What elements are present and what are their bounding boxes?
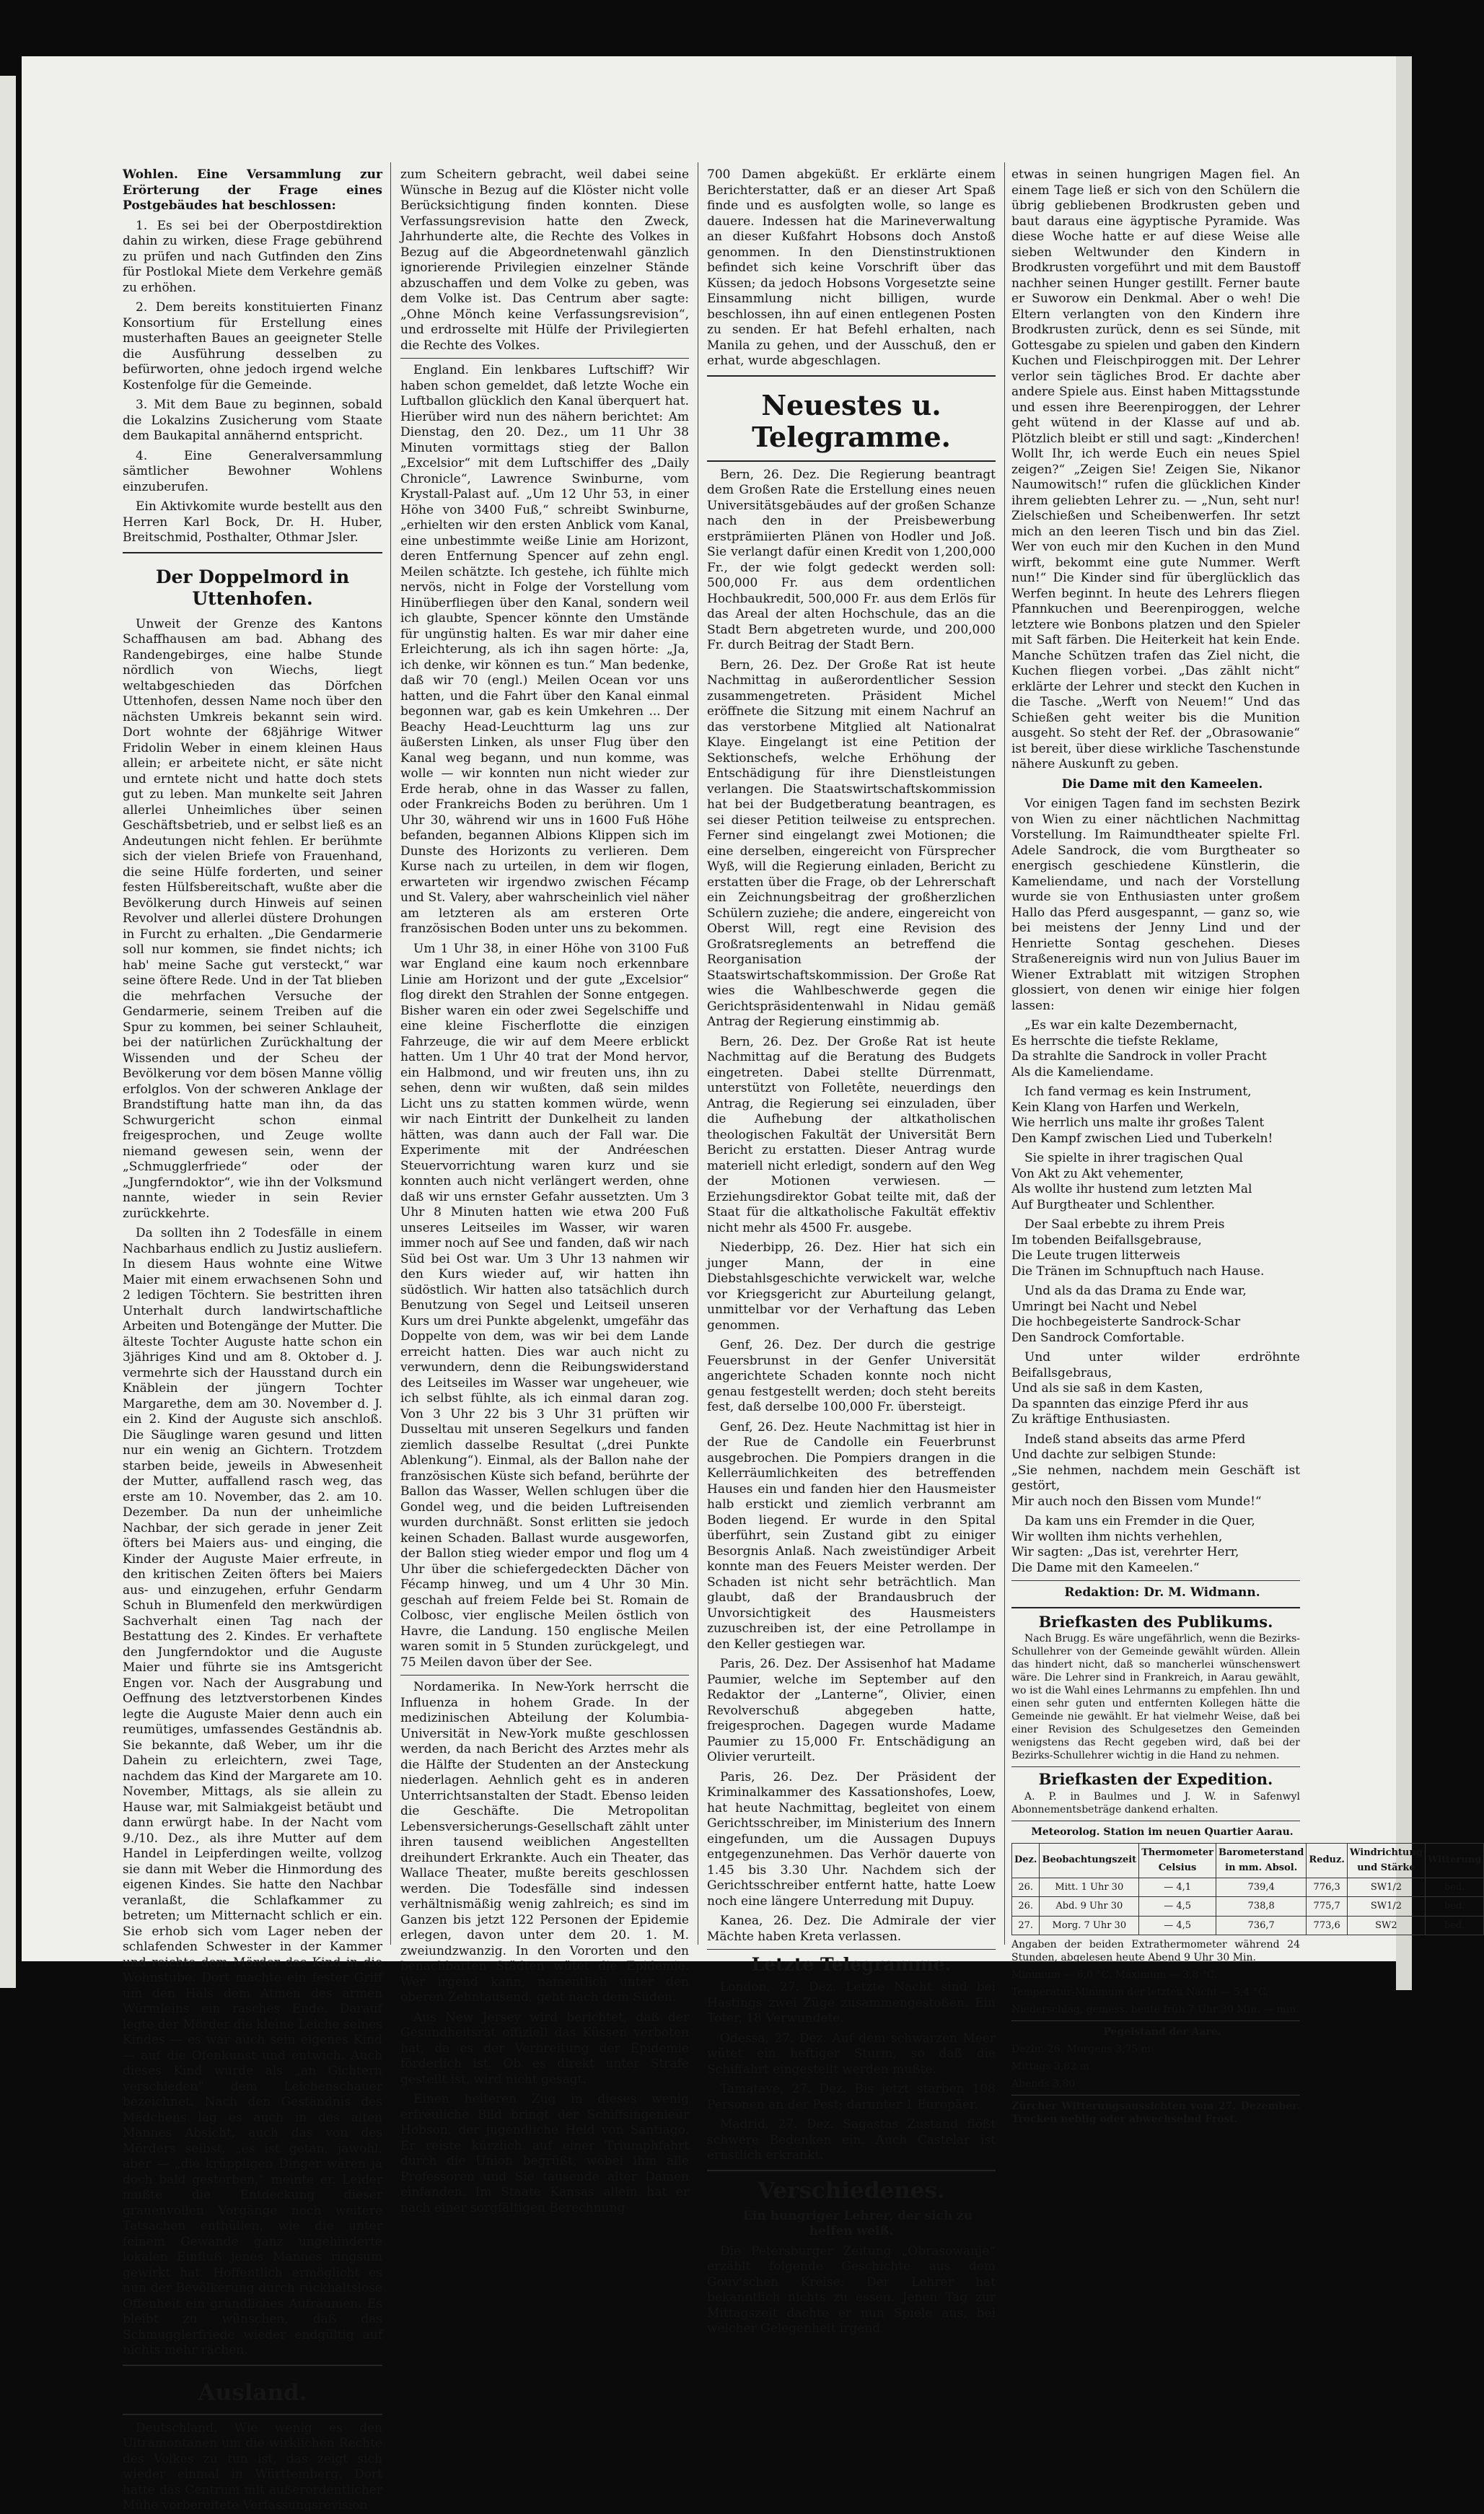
column-2 xyxy=(400,167,689,2215)
briefkasten-publikum-headline: Briefkasten des Publikums. xyxy=(1038,1612,1273,1631)
section-rule xyxy=(1011,1766,1300,1767)
weather-cell: 26. xyxy=(1012,1897,1040,1917)
briefkasten-expedition-headline: Briefkasten der Expedition. xyxy=(1038,1770,1273,1788)
nordamerika-paragraph: Aus New Jersey wird berichtet, daß der Gesundheitsrat offiziell das Küssen verboten hat, da es der Verbreitung der Epidemie förderlich ist. Ob es direkt unter Strafe gestellt ist, wird nicht gesagt. xyxy=(400,2010,689,2087)
weather-cell: SW2 xyxy=(1347,1916,1425,1935)
weather-cell: Abd. 9 Uhr 30 xyxy=(1040,1897,1139,1917)
wohlen-item: 2. Dem bereits konstituierten Finanz Konsortium für Erstellung eines musterhaften Baues an geeigneter Stelle die Ausführung desselben zu befürworten, ohne jedoch irgend welche Kostenfolge für die Gemeinde. xyxy=(123,300,382,393)
weather-row xyxy=(1012,1897,1484,1917)
weather-row xyxy=(1012,1878,1484,1897)
meteo-note: Niederschlag, gemess. heute früh 7 Uhr 30 Min. — mm. xyxy=(1011,2004,1299,2015)
poem-stanza: „Es war ein kalte Dezembernacht, Es herrschte die tiefste Reklame, Da strahlte die Sandrock in voller Pracht Als die Kameliendame. xyxy=(1011,1018,1267,1079)
meteo-title: Meteorolog. Station im neuen Quartier Aarau. xyxy=(1031,1826,1294,1838)
weather-cell: Morg. 7 Uhr 30 xyxy=(1040,1916,1139,1935)
section-rule xyxy=(123,552,382,553)
poem-stanza: Indeß stand abseits das arme Pferd Und dachte zur selbigen Stunde: „Sie nehmen, nachdem mein Geschäft ist gestört, Mir auch noch den Bissen vom Munde!“ xyxy=(1011,1432,1300,1509)
telegramme-headline: Neuestes u. Telegramme. xyxy=(752,388,951,453)
ausland-headline: Ausland. xyxy=(198,2379,307,2406)
article-paragraph: 700 Damen abgeküßt. Er erklärte einem Berichterstatter, daß er an dieser Art Spaß finde und es ausfolgten wolle, so lange es dauere. Indessen hat die Marineverwaltung an dieser Kußfahrt Hobsons doch Anstoß genommen. In den Dienstinstruktionen befindet sich keine Vorschrift über das Küssen; da jedoch Hobsons Vorgesetzte seine Einsammlung nicht billigen, wurde beschlossen, ihn auf einen entlegenen Posten zu senden. Er hat Befehl erhalten, nach Manila zu gehen, und der Ausschuß, den er erhat, wurde abgeschlagen. xyxy=(707,167,996,368)
england-paragraph: Um 1 Uhr 38, in einer Höhe von 3100 Fuß war England eine kaum noch erkennbare Linie am Horizont und der gute „Excelsior“ flog direkt den Strahlen der Sonne entgegen. Bisher waren ein oder zwei Segelschiffe und eine kleine Fischerflotte die einzigen Fahrzeuge, die wir auf dem Meere erblickt hatten. Um 1 Uhr 40 trat der Mond hervor, ein Halbmond, und wir freuten uns, ihn zu sehen, denn wir wußten, daß sein mildes Licht uns zu statten kommen würde, wenn wir nach Eintritt der Dunkelheit zu landen hätten, was dann auch der Fall war. Die Experimente mit der Andréeschen Steuervorrichtung waren kurz und sie konnten auch nicht verlängert werden, ohne daß wir uns ernster Gefahr aussetzten. Um 3 Uhr 8 Minuten hatten wie etwa 200 Fuß unseres Leitseiles im Wasser, wir waren immer noch auf See und fanden, daß wir nach Süd bei Ost war. Um 3 Uhr 13 nahmen wir den Kurs wieder auf, wir hatten ihn südöstlich. Wir hatten also tatsächlich durch Benutzung von Segel und Leitseil unseren Kurs um drei Punkte abgelenkt, umgefähr das Doppelte von dem, was wir bei dem Lande erreicht hatten. Dies war auch nicht zu verwundern, denn die Reibungswiderstand des Leitseiles im Wasser war ungeheuer, wie ich selbst fühlte, als ich einmal daran zog. Von 3 Uhr 22 bis 3 Uhr 31 prüften wir Dusseltau mit unseren Segelkurs und fanden ziemlich dasselbe Resultat („drei Punkte Ablenkung“). Einmal, als der Ballon nahe der französischen Küste sich befand, berührte der Ballon das Wasser, Wellen schlugen über die Gondel weg, und die beiden Luftreisenden wurden durchnäßt. Sonst erlitten sie jedoch keinen Schaden. Ballast wurde ausgeworfen, der Ballon stieg wieder empor und flog um 4 Uhr über die schiefergedeckten Dächer von Fécamp hinweg, und um 4 Uhr 30 Min. geschah auf freiem Felde bei St. Romain de Colbosc, vier englische Meilen östlich von Havre, die Landung. 150 englische Meilen waren somit in 5 Stunden zurückgelegt, und 75 Meilen davon über der See. xyxy=(400,941,689,1670)
right-page-edge xyxy=(1396,56,1412,1990)
telegram-item: Paris, 26. Dez. Der Assisenhof hat Madame Paumier, welche im September auf den Redaktor der „Lanterne“, Olivier, einen Revolverschuß abgegeben hatte, freigesprochen. Dagegen wurde Madame Paumier zu 15,000 Fr. Entschädigung an Olivier verurteilt. xyxy=(707,1657,996,1764)
letzte-telegramme-headline: Letzte Telegramme. xyxy=(751,1954,952,1975)
left-page-edge xyxy=(0,76,16,1988)
pegel-row: Dezbr. 26. Morgens 3,75 m xyxy=(1011,2044,1151,2055)
weather-cell: — 4,5 xyxy=(1139,1916,1216,1935)
telegram-item: Bern, 26. Dez. Der Große Rat ist heute Nachmittag auf die Beratung des Budgets eingetreten. Dabei stellte Dürrenmatt, unterstützt von Folletête, neuerdings den Antrag, die Regierung sei einzuladen, über die Aufhebung der altkatholischen theologischen Fakultät der Universität Bern Bericht zu erstatten. Dieser Antrag wurde materiell nicht erledigt, sondern auf den Weg der Motionen verwiesen. — Erziehungsdirektor Gobat teilte mit, daß der Staat für die altkatholische Fakultät effektiv nicht mehr als 4500 Fr. ausgebe. xyxy=(707,1034,996,1235)
section-rule xyxy=(123,2414,382,2415)
section-rule xyxy=(707,460,996,462)
briefkasten-publikum-text: Nach Brugg. Es wäre ungefährlich, wenn die Bezirks-Schullehrer von der Gemeinde gewählt würden. Allein das hindert nicht, daß so mancherlei wünschenswert wäre. Die Lehrer sind in Frankreich, in Aarau gewählt, wo ist die Wahl eines Lehrmanns zu empfehlen. Ihn und einen sehr guten und entfernten Kollegen hätte die Gemeinde nie gewählt. Er hat vielmehr Weise, daß bei einer Revision des Schulgesetzes den Gemeinden wenigstens das Recht gegeben wird, daß bei der Bezirks-Schullehrer wichtig in die Hand zu nehmen. xyxy=(1011,1633,1301,1761)
weather-header-cell: Dez. xyxy=(1012,1843,1040,1878)
telegram-item: Odessa, 27. Dez. Auf dem schwarzen Meer wütet ein heftiger Sturm, so daß die Schiffahrt eingestellt werden mußte. xyxy=(707,2031,996,2077)
column-4 xyxy=(1011,167,1482,2125)
telegram-item: Tamatave, 27. Dez. Bis jetzt starben 108 Personen an der Pest; darunter 1 Europäer. xyxy=(707,2082,996,2112)
weather-cell: — 4,5 xyxy=(1139,1897,1216,1917)
pegel-title: Pegelstand der Aare. xyxy=(1103,2026,1221,2038)
dame-paragraph: Vor einigen Tagen fand im sechsten Bezirk von Wien zu einer nächtlichen Nachmittag Vorstellung. Im Raimundtheater spielte Frl. Adele Sandrock, die vom Burgtheater so energisch geschiedene Künstlerin, die Kameliendame, und nach der Vorstellung wurde sie von Enthusiasten unter großem Hallo das Pferd ausgespannt, — ganz so, wie bei meistens der Jenny Lind und der Henriette Sontag geschehen. Dieses Straßenereignis wird nun von Julius Bauer im Wiener Extrablatt mit witzigen Strophen glossiert, von denen wir einige hier folgen lassen: xyxy=(1011,797,1300,1013)
redaktion-line: Redaktion: Dr. M. Widmann. xyxy=(1064,1585,1260,1600)
weather-cell: 775,7 xyxy=(1307,1897,1348,1917)
wohlen-item: 1. Es sei bei der Oberpostdirektion dahin zu wirken, diese Frage gebührend zu prüfen und nach Gutfinden den Zins für Postlokal Miete dem Verkehre gemäß zu erhöhen. xyxy=(123,218,382,295)
weather-header-cell: Thermometer Celsius xyxy=(1139,1843,1216,1878)
section-rule xyxy=(400,358,689,359)
weather-header-cell: Beobachtungszeit xyxy=(1040,1843,1139,1878)
section-rule xyxy=(1011,1580,1300,1581)
section-rule xyxy=(400,1675,689,1676)
verschiedenes-subhead: Ein hungriger Lehrer, der sich zu helfen weiß. xyxy=(742,2208,973,2238)
section-rule xyxy=(707,375,996,377)
wohlen-intro: Wohlen. Eine Versammlung zur Erörterung der Frage eines Postgebäudes hat beschlossen: xyxy=(123,167,382,213)
dame-subhead: Die Dame mit den Kameelen. xyxy=(1061,776,1263,792)
weather-cell: Mitt. 1 Uhr 30 xyxy=(1040,1878,1139,1897)
section-rule xyxy=(1011,2020,1300,2021)
section-rule xyxy=(707,1949,996,1950)
telegram-item: Madrid, 27. Dez. Sagastas Zustand flößt schwere Bedenken ein. Auch Castelar ist ernstlich erkrankt. xyxy=(707,2117,996,2163)
pegel-row: Mittags 3,82 m xyxy=(1011,2061,1089,2072)
article-paragraph: etwas in seinen hungrigen Magen fiel. An einem Tage ließ er sich von den Schülern die übrig gebliebenen Brodkrusten geben und baut daraus eine ägyptische Pyramide. Was diese Woche hatte er auf diese Weise alle sieben Weltwunder den Kindern in Brodkrusten vorgeführt und mit dem Baustoff nachher seinen Hunger gestillt. Ferner baute er Suworow ein Denkmal. Aber o weh! Die Eltern verlangten von den Kindern ihre Brodkrusten zurück, denn es sei Sünde, mit Gottesgabe zu spielen und gaben den Kindern Kuchen und Fleischpiroggen mit. Der Lehrer verlor sein tägliches Brod. Er dachte aber andere Spiele aus. Einst haben Mittagsstunde und essen ihre Beerenpiroggen, der Lehrer geht wütend in der Klasse auf und ab. Plötzlich bleibt er still und sagt: „Kinderchen! Wollt Ihr, ich werde Euch ein neues Spiel zeigen?“ „Zeigen Sie! Zeigen Sie, Nikanor Naumowitsch!“ rufen die glücklichen Kinder ihrem geliebten Lehrer zu. — „Nun, seht nur! Zielschießen und Scheibenwerfen. Ihr setzt mich an den leeren Tisch und bin das Ziel. Wer von euch mir den Kuchen in den Mund wirft, bekommt eine gute Nummer. Werft nun!“ Die Kinder sind für überglücklich das Werfen beginnt. In heute des Lehrers fliegen Pfannkuchen und Beerenpiroggen, welche letztere wie Bonbons platzen und den Spieler mit Saft färben. Die Heiterkeit hat kein Ende. Manche Schützen trafen das Ziel nicht, die Kuchen fliegen vorbei. „Das zählt nicht“ erklärte der Lehrer und steckt den Kuchen in die Tasche. „Werft von Neuem!“ Und das Schießen geht weiter bis die Munition ausgeht. So steht der Ref. der „Obrasowanie“ ist bereit, über diese wirkliche Taschenstunde nähere Auskunft zu geben. xyxy=(1011,167,1300,771)
weather-cell: bed. xyxy=(1425,1897,1483,1917)
verschiedenes-headline: Verschiedenes. xyxy=(758,2177,945,2204)
column-1 xyxy=(123,167,382,2513)
section-rule xyxy=(707,2170,996,2171)
weather-cell: SW1/2 xyxy=(1347,1878,1425,1897)
weather-cell: 736,7 xyxy=(1216,1916,1307,1935)
england-paragraph: England. Ein lenkbares Luftschiff? Wir haben schon gemeldet, daß letzte Woche ein Luftballon glücklich den Kanal überquert hat. Hierüber wird nun des nähern berichtet: Am Dienstag, den 20. Dez., um 11 Uhr 38 Minuten vormittags stieg der Ballon „Excelsior“ mit dem Luftschiffer des „Daily Chronicle“, Lawrence Swinburne, vom Krystall-Palast auf. „Um 12 Uhr 53, in einer Höhe von 3400 Fuß,“ schreibt Swinburne, „erhielten wir den ersten Anblick vom Kanal, eine unbestimmte weiße Linie am Horizont, deren Entfernung Spencer auf zehn engl. Meilen schätzte. Ich gestehe, ich fühlte mich nervös, nicht in Folge der Vorstellung vom Hinüberfliegen über den Kanal, sondern weil ich glaubte, Spencer könnte den Umstände für ungünstig halten. Es war mir daher eine Erleichterung, als ich ihn sagen hörte: „Ja, ich denke, wir können es tun.“ Man bedenke, daß wir 70 (engl.) Meilen Ocean vor uns hatten, und die Fahrt über den Kanal einmal begonnen war, gab es kein Umkehren ... Der Beachy Head-Leuchtturm lag uns zur äußersten Linken, als unser Flug über den Kanal weg begann, und nun komme, was wolle — wir konnten nun nicht wieder zur Erde herab, ohne in das Wasser zu fallen, oder Frankreichs Boden zu berühren. Um 1 Uhr 30, während wir uns in 1600 Fuß Höhe befanden, begannen Albions Klippen sich im Dunste des Horizonts zu verlieren. Dem Kurse nach zu urteilen, in dem wir flogen, erwarteten wir irgendwo zwischen Fécamp und St. Valery, aber wahrscheinlich viel näher am letzteren als am ersteren Orte französischen Boden unter uns zu bekommen. xyxy=(400,363,689,936)
poem-stanza: Der Saal erbebte zu ihrem Preis Im tobenden Beifallsgebrause, Die Leute trugen litterweis Die Tränen im Schnupftuch nach Hause. xyxy=(1011,1217,1265,1279)
article-paragraph: Unweit der Grenze des Kantons Schaffhausen am bad. Abhang des Randengebirges, eine halbe Stunde nördlich von Wiechs, liegt weltabgeschieden das Dörfchen Uttenhofen, dessen Name noch über den nächsten Umkreis bekannt sein wird. Dort wohnte der 68jährige Witwer Fridolin Weber in einem kleinen Haus allein; er arbeitete nicht, er säte nicht und erntete nicht und hatte doch stets gut zu leben. Man munkelte seit Jahren allerlei Unheimliches über seinen Geschäftsbetrieb, und er selbst ließ es an Andeutungen nicht fehlen. Er berühmte sich der vielen Briefe von Frauenhand, die seine Hülfe forderten, und seiner festen Hülfsbereitschaft, wußte aber die Bevölkerung durch Hinweis auf seinen Revolver und allerlei düstere Drohungen in Furcht zu erhalten. „Die Gendarmerie soll nur kommen, sie findet nichts; ich hab' meine Sache gut versteckt,“ war seine öftere Rede. Und in der Tat blieben die mehrfachen Versuche der Gendarmerie, seinem Treiben auf die Spur zu kommen, bei seiner Schlauheit, bei der natürlichen Zurückhaltung der Wissenden und der Scheu der Bevölkerung vor dem bösen Manne völlig erfolglos. Von der schweren Anklage der Brandstiftung hatte man ihn, da das Schwurgericht schon einmal freigesprochen, und Zeuge wollte niemand gewesen sein, wenn der „Schmugglerfriede“ oder der „Jungferndoktor“, wie ihn der Volksmund nannte, wieder in sein Revier zurückkehrte. xyxy=(123,616,382,1221)
wohlen-item: 3. Mit dem Baue zu beginnen, sobald die Lokalzins Zusicherung vom Staate dem Baukapital annähernd entspricht. xyxy=(123,398,382,443)
weather-cell: 738,8 xyxy=(1216,1897,1307,1917)
telegram-item: Niederbipp, 26. Dez. Hier hat sich ein junger Mann, der in eine Diebstahlsgeschichte verwickelt war, welche vor Kriegsgericht zur Aburteilung gelangt, unmittelbar vor der Verhaftung das Leben genommen. xyxy=(707,1240,996,1333)
zuercher-witterung: Zürcher Witterungsaussichten vom 27. Dezember. Trocken neblig oder abwechselnd Frost. xyxy=(1011,2101,1300,2125)
section-rule xyxy=(123,2365,382,2366)
poem-stanza: Und unter wilder erdröhnte Beifallsgebraus, Und als sie saß in dem Kasten, Da spannten das einzige Pferd ihr aus Zu kräftige Enthusiasten. xyxy=(1011,1350,1300,1427)
section-rule xyxy=(1011,1607,1300,1608)
article-paragraph: Da sollten ihn 2 Todesfälle in einem Nachbarhaus endlich zu Justiz ausliefern. In diesem Haus wohnte eine Witwe Maier mit einem erwachsenen Sohn und 2 ledigen Töchtern. Sie bestritten ihren Unterhalt durch landwirtschaftliche Arbeiten und Botengänge der Mutter. Die älteste Tochter Auguste hatte schon ein 3jähriges Kind und am 8. Oktober d. J. vermehrte sich der Hausstand durch ein Knäblein der jüngern Tochter Margarethe, dem am 30. November d. J. ein 2. Kind der Auguste sich anschloß. Die Säuglinge waren gesund und litten nur ein wenig an Gichtern. Trotzdem starben beide, jeweils in Abwesenheit der Mutter, auffallend rasch weg, das erste am 10. November, das 2. am 10. Dezember. Da nun der unheimliche Nachbar, der sich gerade in jener Zeit öfters bei Maiers aus- und einging, die Kinder der Auguste Maier erfreute, in den kritischen Zeiten öfters bei Maiers aus- und einzugehen, erfuhr Gendarm Schuh in Blumenfeld den merkwürdigen Sachverhalt einen Tag nach der Bestattung des 2. Kindes. Er verhaftete den Jungferndoktor und die Auguste Maier und führte sie ins Amtsgericht Engen vor. Nach der Ausgrabung und Oeffnung des letztverstorbenen Kindes legte die Auguste Maier denn auch ein reumütiges, umfassendes Geständnis ab. Sie bekannte, daß Weber, um ihr die Dahein zu erleichtern, zwei Tage, nachdem das Kind der Margarete am 10. November, Mittags, als sie allein zu Hause war, mit Salmiakgeist betäubt und dann erwürgt habe. In der Nacht vom 9./10. Dez., als ihre Mutter auf dem Handel in Leipferdingen weilte, vollzog sie dann mit Weber die Hinmordung des eigenen Kindes. Sie hatte den Nachbar veranlaßt, die Schlafkammer zu betreten; um Mitternacht schlich er ein. Sie erhob sich vom Lager neben der schlafenden Schwester in der Kammer und reichte dem Mörder das Kind in die Wohnstube. Dort machte ein fester Griff um den Hals dem Atmen des armen Würmleins ein rasches Ende. Darauf legte der Mörder die kleine Leiche seines Kindes — es war auch sein eigenes Kind — auf die Ofenkunst und entwich. Auch dieses Kind wurde als „an Gichtern verschieden“ dem Leichenschauer bezeichnet. Nach den Geständnis des Mädchens lag es auch in des alten Mannes Absicht, auch das von des Mörders selbst, „es ist getan, jawohl, aber — „die krüppligen Dinger wären ja doch bald gestorben,“ meinte er. Leider mußte die Entdeckung dieser grauenvollen Vorgänge noch weitere Tatsachen enthüllen, wie die unter feinem Gewande ganz ungehinderte lokalen Einfluß jenes Mannes ringsum gewirkt hat. Hoffentlich ermöglicht es nun der Bevölkerung durch rückhaltslose Offenheit ein gründliches Aufräumen. Es bleibt zu wünschen, daß das Schmugglerfriede wieder endgültig auf nichts mehr rächen. xyxy=(123,1226,382,2357)
weather-cell: 27. xyxy=(1012,1916,1040,1935)
weather-cell: 776,3 xyxy=(1307,1878,1348,1897)
telegram-item: Genf, 26. Dez. Heute Nachmittag ist hier in der Rue de Candolle ein Feuerbrunst ausgebrochen. Die Pompiers drangen in die Kellerräumlichkeiten des betreffenden Hauses ein und fanden hier den Hausmeister halb erstickt und ziemlich verbrannt am Boden liegend. Er wurde in den Spital überführt, sein Zustand gibt zu einiger Besorgnis Anlaß. Nach zweistündiger Arbeit konnte man des Feuers Meister werden. Der Schaden ist nicht sehr beträchtlich. Man glaubt, daß der Brandausbruch der Unvorsichtigkeit des Hausmeisters zuzuschreiben ist, der eine Petrollampe in den Keller gestiegen war. xyxy=(707,1419,996,1652)
weather-cell: 739,4 xyxy=(1216,1878,1307,1897)
weather-header-cell: Windrichtung und Stärke xyxy=(1347,1843,1425,1878)
telegram-item: Paris, 26. Dez. Der Präsident der Kriminalkammer des Kassationshofes, Loew, hat heute Nachmittag, begleitet von einem Gerichtsschreiber, im Ministerium des Innern eingefunden, um die Aussagen Dupuys entgegenzunehmen. Das Verhör dauerte von 1.45 bis 3.30 Uhr. Nachdem sich der Gerichtsschreiber entfernt hatte, hatte Loew noch eine längere Unterredung mit Dupuy. xyxy=(707,1769,996,1909)
column-divider xyxy=(1004,162,1005,1945)
weather-header-cell: Barometerstand in mm. Absol. xyxy=(1216,1843,1307,1878)
poem-stanza: Ich fand vermag es kein Instrument, Kein Klang von Harfen und Werkeln, Wie herrlich uns malte ihr großes Talent Den Kampf zwischen Lied und Tuberkeln! xyxy=(1011,1085,1273,1146)
poem-stanza: Sie spielte in ihrer tragischen Qual Von Akt zu Akt vehementer, Als wollte ihr hustend zum letzten Mal Auf Burgtheater und Schlenther. xyxy=(1011,1151,1252,1212)
weather-cell: 773,6 xyxy=(1307,1916,1348,1935)
telegram-item: Kanea, 26. Dez. Die Admirale der vier Mächte haben Kreta verlassen. xyxy=(707,1914,996,1944)
weather-cell: bed. xyxy=(1425,1878,1483,1897)
telegram-item: Bern, 26. Dez. Der Große Rat ist heute Nachmittag in außerordentlicher Session zusammengetreten. Präsident Michel eröffnete die Sitzung mit einem Nachruf an das verstorbene Mitglied alt Nationalrat Klaye. Eingelangt ist eine Petition der Sektionschefs, welche Erhöhung der Entschädigung für ihre Dienstleistungen verlangen. Die Staatswirtschaftskommission hat bei der Budgetberatung beantragen, es sei dieser Petition teilweise zu entsprechen. Ferner sind eingelangt zwei Motionen; die eine derselben, eingereicht von Fürsprecher Wyß, will die Regierung einladen, Bericht zu erstatten über die Frage, ob der Lehrerschaft ein Zeichnungsbeitrag der großherzlichen Schülern zuziehe; die andere, eingereicht von Oberst Will, regt eine Revision des Großratsreglements an betreffend die Reorganisation der Staatswirtschaftskommission. Der Große Rat wies die Wahlbeschwerde gegen die Gerichtspräsidentenwahl in Nidau gemäß Antrag der Regierung einstimmig ab. xyxy=(707,657,996,1029)
pegel-row: Abends 3,80 xyxy=(1011,2078,1076,2090)
article-paragraph: zum Scheitern gebracht, weil dabei seine Wünsche in Bezug auf die Klöster nicht volle Berücksichtigung finden konnten. Diese Verfassungsrevision hatte den Zweck, Jahrhunderte alte, die Rechte des Volkes in Bezug auf die Abgeordnetenwahl gänzlich ignorierende Privilegien einzelner Stände abzuschaffen und dem Volke zu geben, was dem Volke ist. Das Centrum aber sagte: „Ohne Mönch keine Verfassungsrevision“, und erdrosselte mit Hülfe der Privilegierten die Rechte des Volkes. xyxy=(400,167,689,353)
column-divider xyxy=(390,162,391,1945)
weather-header-cell: Reduz. xyxy=(1307,1843,1348,1878)
telegram-item: Genf, 26. Dez. Der durch die gestrige Feuersbrunst in der Genfer Universität angerichtete Schaden konnte noch nicht genau festgestellt werden; doch steht bereits fest, daß derselbe 100,000 Fr. übersteigt. xyxy=(707,1338,996,1414)
column-3 xyxy=(707,167,996,2336)
briefkasten-expedition-text: A. P. in Baulmes und J. W. in Safenwyl Abonnementsbeträge dankend erhalten. xyxy=(1011,1790,1300,1816)
weather-cell: 26. xyxy=(1012,1878,1040,1897)
telegram-item: Bern, 26. Dez. Die Regierung beantragt dem Großen Rate die Erstellung eines neuen Universitätsgebäudes auf der großen Schanze nach den in der Preisbewerbung erstprämiierten Plänen von Hodler und Joß. Sie verlangt dafür einen Kredit von 1,200,000 Fr., der wie folgt gedeckt werden soll: 500,000 Fr. aus dem ordentlichen Hochbaukredit, 500,000 Fr. aus dem Erlös für das Areal der alten Hochschule, das an die Stadt Bern abgetreten wurde, und 200,000 Fr. durch Beitrag der Stadt Bern. xyxy=(707,467,996,652)
meteo-note: Temperatur-Minimum der letzten Nacht — 5,4 °C. xyxy=(1011,1987,1269,1998)
deutschland-paragraph: Deutschland. Wie wenig es den Ultramontanen um die wirklichen Rechte des Volkes zu tun ist, das zeigt sich wieder einmal in Württemberg. Dort hatte das Centrum mit außerordentlicher Mühe vorbereitete Verfassungsrevision xyxy=(123,2420,382,2513)
poem-stanza: Und als da das Drama zu Ende war, Umringt bei Nacht und Nebel Die hochbegeisterte Sandrock-Schar Den Sandrock Comfortable. xyxy=(1011,1284,1247,1345)
weather-row xyxy=(1012,1916,1484,1935)
telegram-item: London, 27. Dez. Letzte Nacht sind bei Hastings zwei Züge zusammengestoßen. Ein Toter, 18 Verwundete. xyxy=(707,1980,996,2025)
meteo-note: Angaben der beiden Extrathermometer während 24 Stunden, abgelesen heute Abend 9 Uhr 30 Min. xyxy=(1011,1939,1300,1963)
nordamerika-paragraph: Einen heiteren Zug in dieses wenig erfreuliche Bild bringt der Schiffsingenieur Hobson, der jugendliche Held von Santiago. Er reiste kürzlich auf einer Triumphfahrt durch die Union begrüßt, wobei ihm alle Professoren und Sie tausende alter Damen einfanden. Im Staate Kansas allein hat er nach einer sorgfältigen Berechnung xyxy=(400,2092,689,2215)
weather-table-header xyxy=(1012,1843,1484,1878)
weather-cell: — 4,1 xyxy=(1139,1878,1216,1897)
weather-table xyxy=(1011,1843,1484,1936)
nordamerika-paragraph: Nordamerika. In New-York herrscht die Influenza in hohem Grade. In der medizinischen Abteilung der Kolumbia-Universität in New-York mußte geschlossen werden, da nach Bericht des Arztes mehr als die Hälfte der Studenten an der Ansteckung niederlagen. Aehnlich geht es in anderen Unterrichtsanstalten der Stadt. Ebenso leiden die Geschäfte. Die Metropolitan Lebensversicherungs-Gesellschaft zählt unter ihren tausend weiblichen Angestellten dreihundert Erkrankte. Auch ein Theater, das Wallace Theater, mußte bereits geschlossen werden. Die Todesfälle sind indessen verhältnismäßig wenig zahlreich; es sind im Ganzen bis jetzt 122 Personen der Epidemie erlegen, davon unter dem 20. 1. M. zweiundzwanzig. In den Vororten und den benachbarten Städten wütet die Epidemie. Wer irgend kann, namentlich unter den oberen Zehntausend, geht nach dem Süden. xyxy=(400,1680,689,2005)
wohlen-outro: Ein Aktivkomite wurde bestellt aus den Herren Karl Bock, Dr. H. Huber, Breitschmid, Posthalter, Othmar Jsler. xyxy=(123,499,382,545)
weather-cell: bed. xyxy=(1425,1916,1483,1935)
weather-header-cell: Witterung xyxy=(1425,1843,1483,1878)
poem-stanza: Da kam uns ein Fremder in die Quer, Wir wollten ihm nichts verhehlen, Wir sagten: „Das ist, verehrter Herr, Die Dame mit den Kameelen.“ xyxy=(1011,1514,1255,1575)
doppelmord-headline: Der Doppelmord in Uttenhofen. xyxy=(155,566,350,609)
weather-cell: SW1/2 xyxy=(1347,1897,1425,1917)
wohlen-item: 4. Eine Generalversammlung sämtlicher Bewohner Wohlens einzuberufen. xyxy=(123,448,382,494)
verschiedenes-paragraph: Die Petersburger Zeitung „Obrasowanje“ erzählt folgende Geschichte aus dem Gouv'schen Kreise: Der Lehrer hat bekanntlich nichts zu essen. Jenen Tag zur Mittagszeit dachte er nun Spiele aus, bei welcher Gelegenheit irgend xyxy=(707,2243,996,2336)
meteo-note: Minimum — 6,0 °C. Maximum — 3,8 °C. xyxy=(1011,1969,1218,1981)
